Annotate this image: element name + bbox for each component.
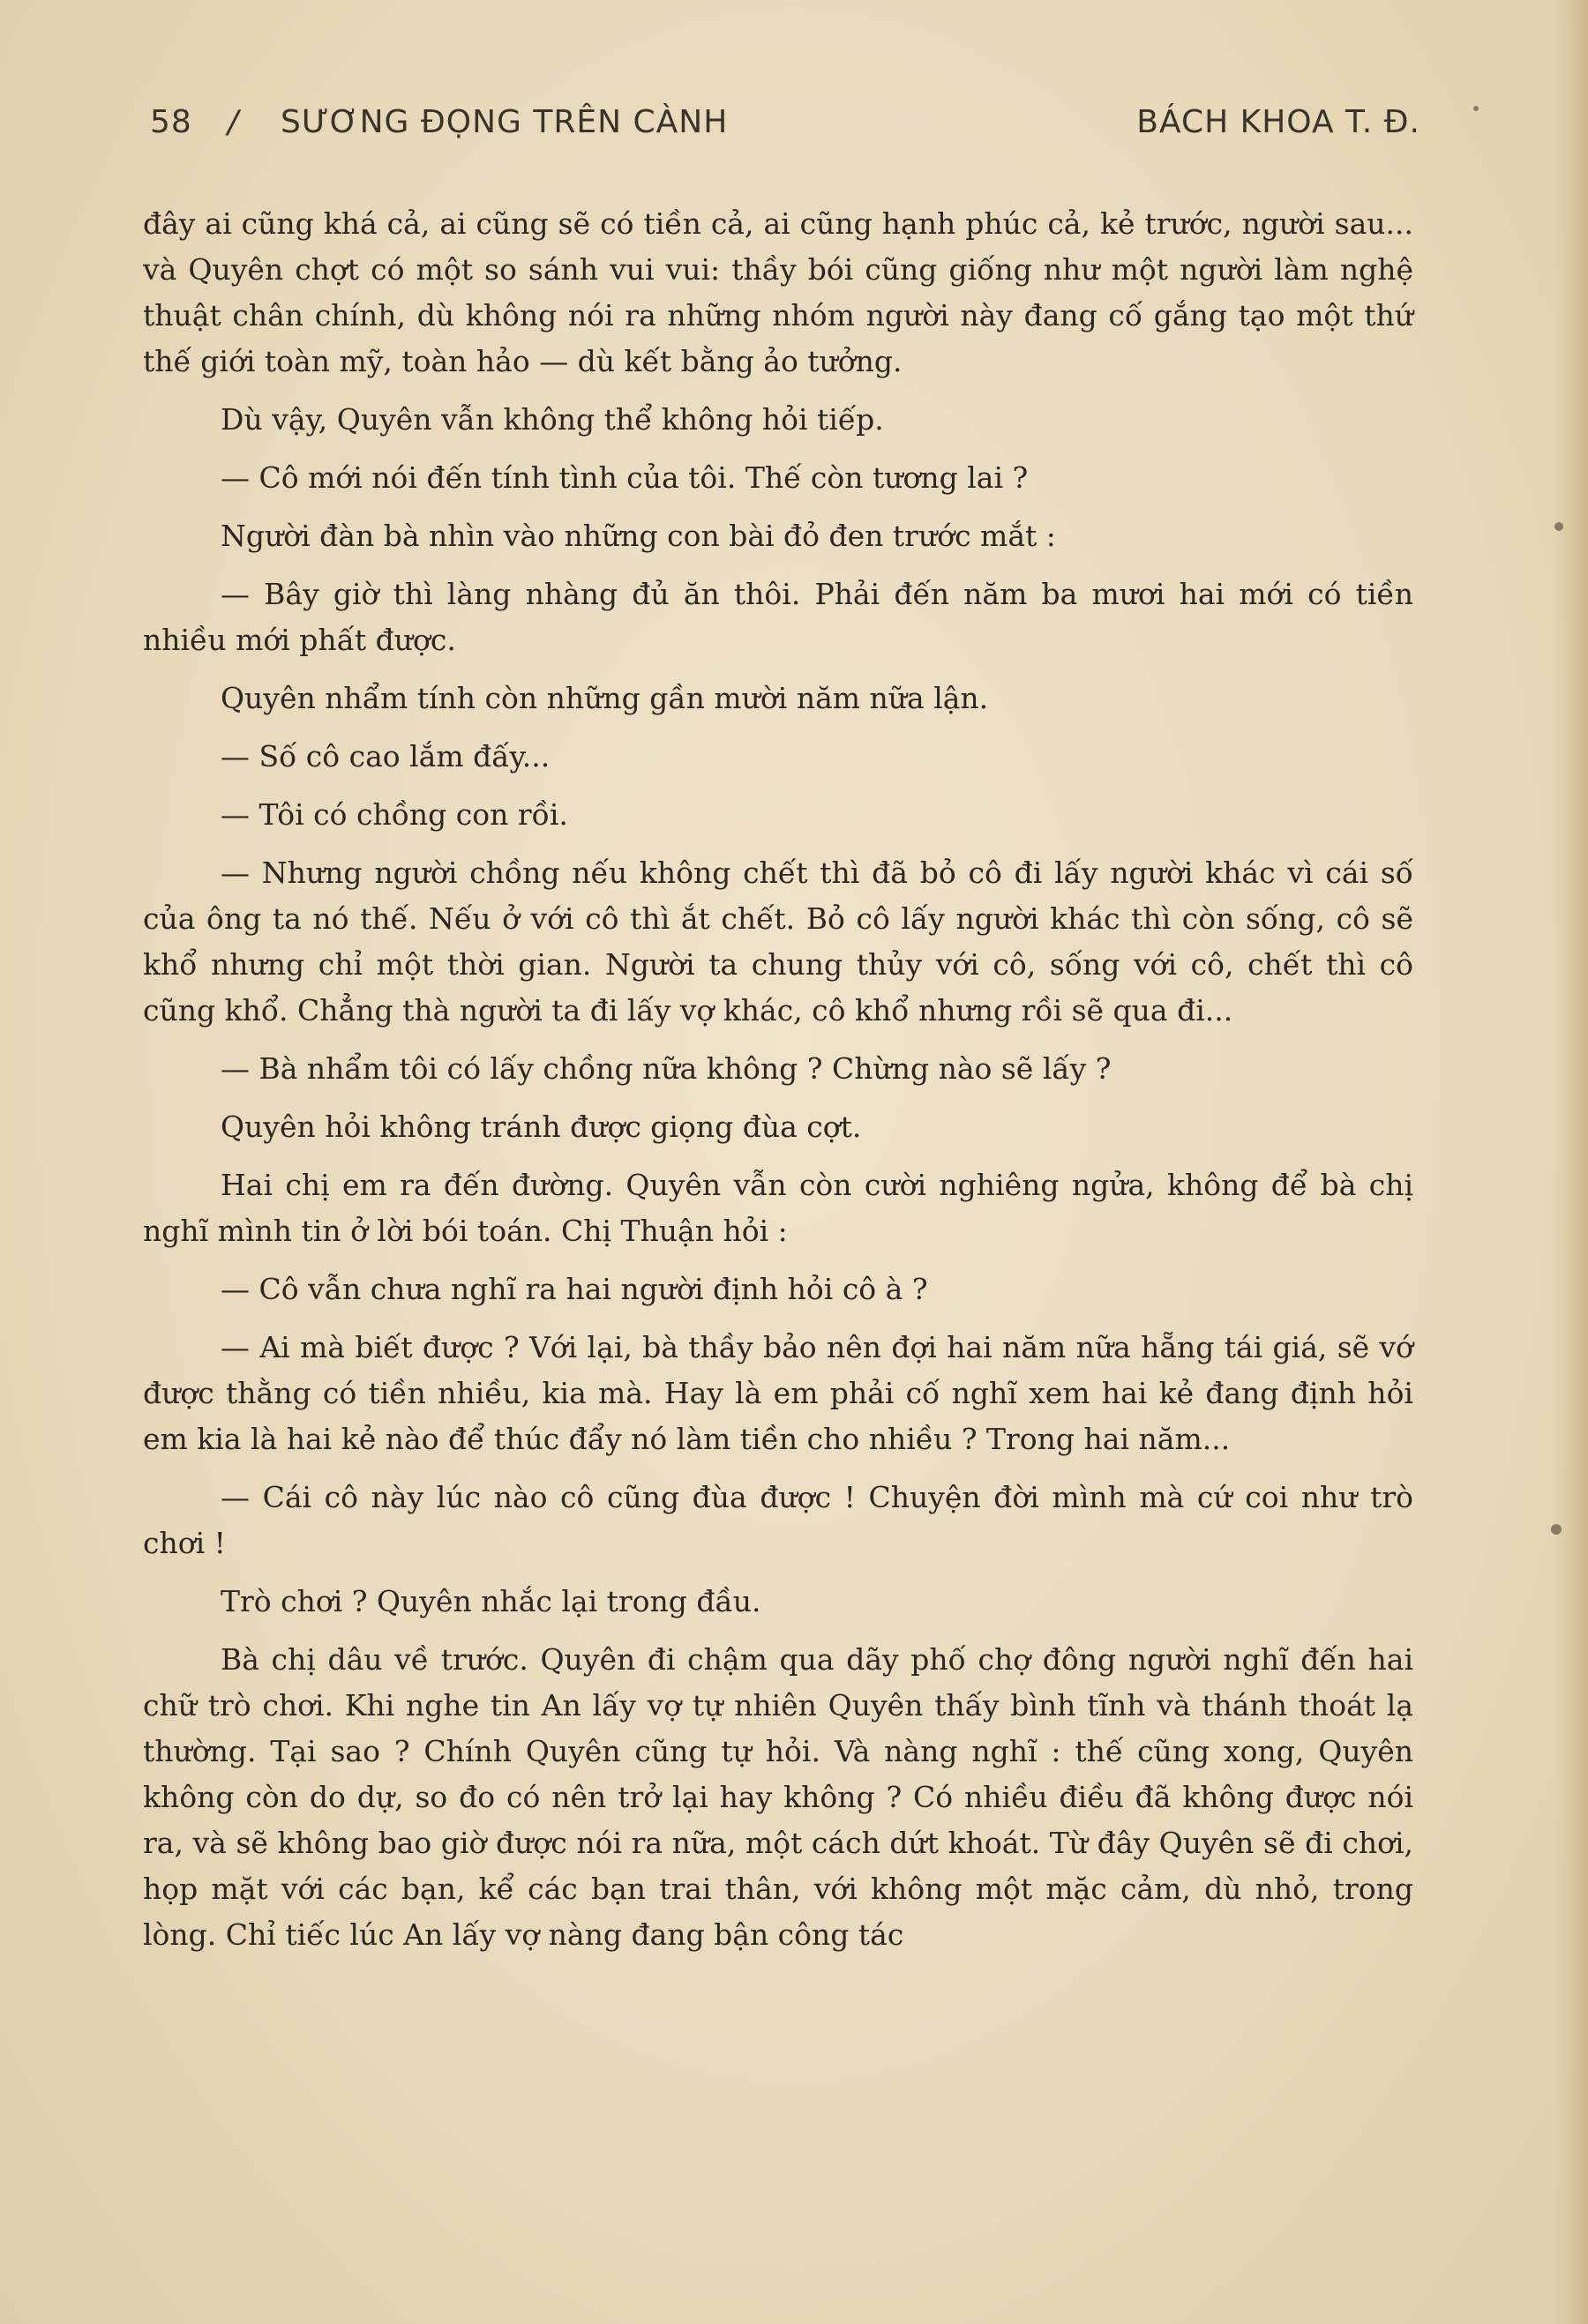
paragraph: — Cái cô này lúc nào cô cũng đùa được ! Chuyện đời mình mà cứ coi như trò chơi ! xyxy=(143,1480,1413,1560)
paragraph: — Nhưng người chồng nếu không chết thì đã bỏ cô đi lấy người khác vì cái số của ông ta nó thế. Nếu ở với cô thì ắt chết. Bỏ cô lấy người khác thì còn sống, cô sẽ khổ nhưng chỉ một thời gian. Người ta chung thủy với cô, sống với cô, chết thì cô cũng khổ. Chẳng thà người ta đi lấy vợ khác, cô khổ nhưng rồi sẽ qua đi... xyxy=(143,856,1413,1027)
paragraph: đây ai cũng khá cả, ai cũng sẽ có tiền cả, ai cũng hạnh phúc cả, kẻ trước, người sau... và Quyên chợt có một so sánh vui vui: thầy bói cũng giống như một người làm nghệ thuật chân chính, dù không nói ra những nhóm người này đang cố gắng tạo một thứ thế giới toàn mỹ, toàn hảo — dù kết bằng ảo tưởng. xyxy=(143,206,1413,378)
paragraph: Quyên hỏi không tránh được giọng đùa cợt. xyxy=(221,1110,862,1144)
paragraph: Dù vậy, Quyên vẫn không thể không hỏi tiếp. xyxy=(221,402,884,437)
paper-speck xyxy=(1551,1524,1562,1535)
page-edge-shadow xyxy=(1553,0,1588,2324)
paragraph: Bà chị dâu về trước. Quyên đi chậm qua dãy phố chợ đông người nghĩ đến hai chữ trò chơi. Khi nghe tin An lấy vợ tự nhiên Quyên thấy bình tĩnh và thánh thoát lạ thường. Tại sao ? Chính Quyên cũng tự hỏi. Và nàng nghĩ : thế cũng xong, Quyên không còn do dự, so đo có nên trở lại hay không ? Có nhiều điều đã không được nói ra, và sẽ không bao giờ được nói ra nữa, một cách dứt khoát. Từ đây Quyên sẽ đi chơi, họp mặt với các bạn, kể các bạn trai thân, với không một mặc cảm, dù nhỏ, trong lòng. Chỉ tiếc lúc An lấy vợ nàng đang bận công tác xyxy=(143,1642,1413,1952)
paper-speck xyxy=(1554,522,1563,531)
paragraph: — Cô mới nói đến tính tình của tôi. Thế còn tương lai ? xyxy=(221,460,1029,495)
paragraph: — Tôi có chồng con rồi. xyxy=(221,797,568,832)
header-separator: / xyxy=(228,104,240,140)
paragraph: — Bà nhẩm tôi có lấy chồng nữa không ? Chừng nào sẽ lấy ? xyxy=(221,1051,1112,1086)
running-header xyxy=(150,104,1420,157)
paragraph: — Ai mà biết được ? Với lại, bà thầy bảo nên đợi hai năm nữa hẵng tái giá, sẽ vớ được thằng có tiền nhiều, kia mà. Hay là em phải cố nghĩ xem hai kẻ đang định hỏi em kia là hai kẻ nào để thúc đẩy nó làm tiền cho nhiều ? Trong hai năm... xyxy=(143,1330,1413,1456)
paragraph: — Bây giờ thì làng nhàng đủ ăn thôi. Phải đến năm ba mươi hai mới có tiền nhiều mới phất được. xyxy=(143,577,1413,657)
book-title: SƯƠNG ĐỌNG TRÊN CÀNH xyxy=(281,104,729,140)
paragraph: — Số cô cao lắm đấy... xyxy=(221,739,551,773)
paper-speck xyxy=(1473,106,1479,111)
paragraph: — Cô vẫn chưa nghĩ ra hai người định hỏi cô à ? xyxy=(221,1272,928,1306)
paragraph: Người đàn bà nhìn vào những con bài đỏ đen trước mắt : xyxy=(221,519,1056,553)
paragraph: Hai chị em ra đến đường. Quyên vẫn còn cười nghiêng ngửa, không để bà chị nghĩ mình tin ở lời bói toán. Chị Thuận hỏi : xyxy=(143,1168,1413,1248)
paragraph: Quyên nhẩm tính còn những gần mười năm nữa lận. xyxy=(221,681,989,715)
page-number: 58 xyxy=(150,104,192,140)
publisher-name: BÁCH KHOA T. Đ. xyxy=(1136,104,1420,140)
paragraph: Trò chơi ? Quyên nhắc lại trong đầu. xyxy=(221,1584,761,1618)
body-text xyxy=(143,201,1413,1970)
